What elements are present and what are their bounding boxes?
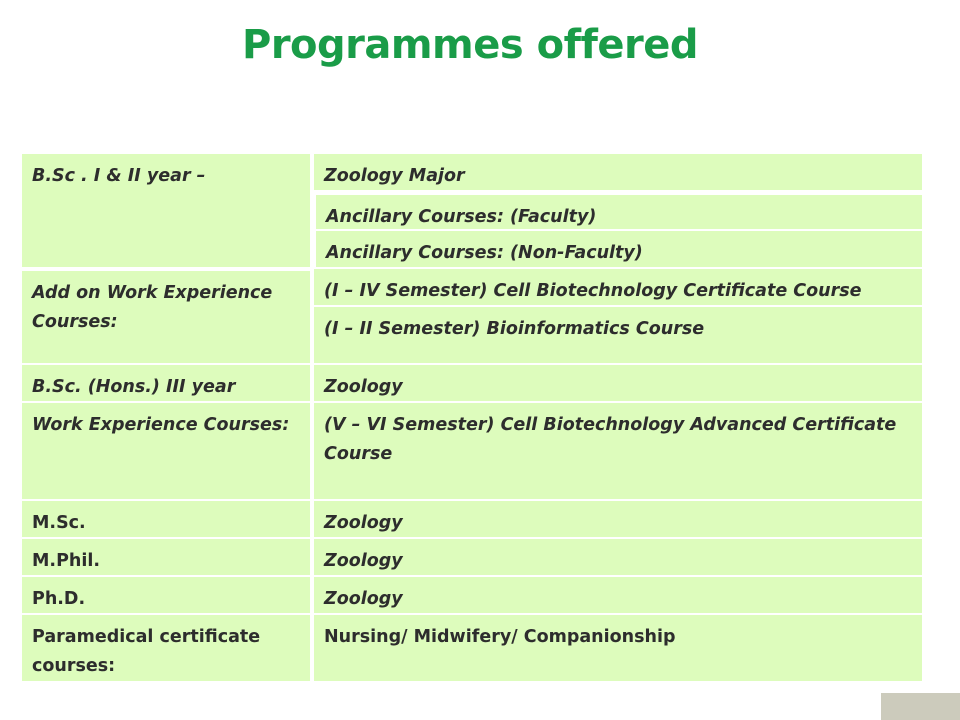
- course-cell: Ancillary Courses: (Faculty): [316, 195, 922, 229]
- program-cell: M.Phil.: [22, 539, 310, 575]
- program-cell: Ph.D.: [22, 577, 310, 613]
- course-cell: Ancillary Courses: (Non-Faculty): [316, 231, 922, 267]
- course-cell: Zoology: [314, 501, 922, 537]
- course-cell: (V – VI Semester) Cell Biotechnology Advanced Certificate Course: [314, 403, 922, 499]
- course-cell: Zoology: [314, 365, 922, 401]
- course-cell: Zoology: [314, 577, 922, 613]
- course-cell: (I – IV Semester) Cell Biotechnology Certificate Course: [314, 269, 922, 305]
- course-cell: Nursing/ Midwifery/ Companionship: [314, 615, 922, 681]
- programmes-table: [22, 154, 922, 681]
- course-cell: Zoology Major: [314, 154, 922, 190]
- course-cell: Zoology: [314, 539, 922, 575]
- program-cell: B.Sc. (Hons.) III year: [22, 365, 310, 401]
- program-cell: Work Experience Courses:: [22, 403, 310, 499]
- program-cell: Paramedical certificate courses:: [22, 615, 310, 681]
- program-cell: M.Sc.: [22, 501, 310, 537]
- corner-decoration: [881, 693, 960, 720]
- program-cell: Add on Work Experience Courses:: [22, 271, 310, 363]
- slide-title: Programmes offered: [242, 22, 698, 68]
- course-cell: (I – II Semester) Bioinformatics Course: [314, 307, 922, 363]
- program-cell: B.Sc . I & II year –: [22, 154, 310, 267]
